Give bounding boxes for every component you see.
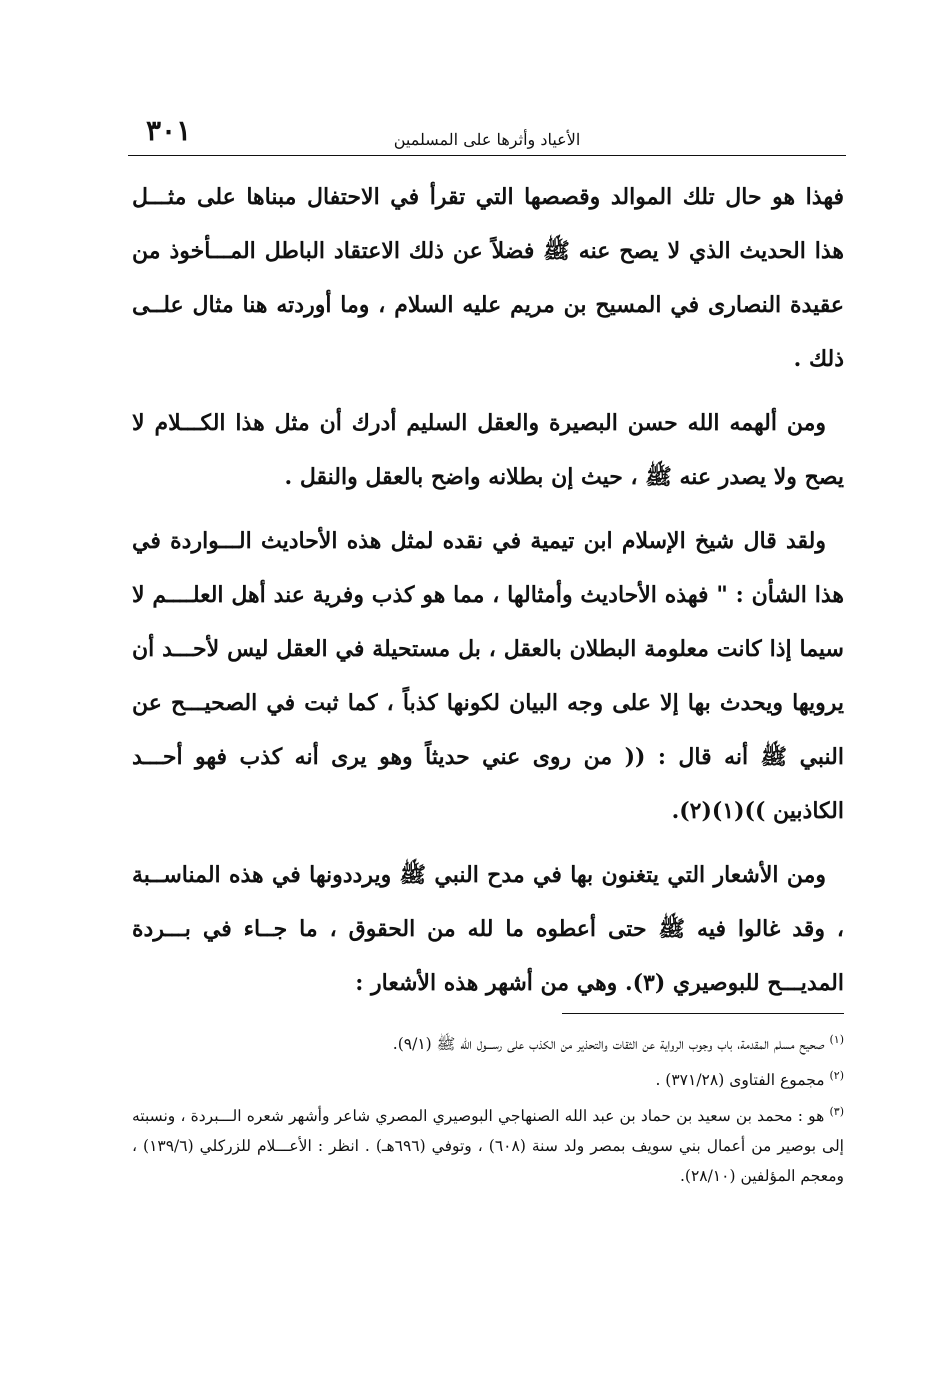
footnote-marker: (١) — [829, 1033, 844, 1046]
footnote-divider — [562, 1013, 844, 1014]
running-title: الأعياد وأثرها على المسلمين — [393, 130, 581, 149]
footnote-text: هو : محمد بن سعيد بن حماد بن عبد الله الصنهاجي البوصيري المصري شاعر وأشهر شعره الـــبردة ، ونسبته إلى بوصير من أعمال بني سويف بمصر ولد سنة (٦٠٨) ، وتوفي (٦٩٦هـ) . انظر : الأعـــلام للزركلي (١٣٩/٦) ، ومعجم المؤلفين (٢٨/١٠). — [132, 1107, 844, 1186]
footnote-marker: (٢) — [829, 1069, 844, 1083]
footnote-marker: (٣) — [829, 1105, 844, 1119]
footnote — [132, 1061, 844, 1095]
paragraph: فهذا هو حال تلك الموالد وقصصها التي تقرأ في الاحتفال مبناها على مثـــل هذا الحديث الذي لا يصح عنه ﷺ فضلاً عن ذلك الاعتقاد الباطل المـــأخوذ من عقيدة النصارى في المسيح بن مريم عليه السلام ، وما أوردته هنا مثال علــى ذلك . — [132, 184, 844, 372]
header-divider — [128, 155, 846, 156]
footnote — [132, 1025, 844, 1059]
main-text — [132, 170, 844, 1020]
paragraph: ولقد قال شيخ الإسلام ابن تيمية في نقده لمثل هذه الأحاديث الـــواردة في هذا الشأن : " فهذه الأحاديث وأمثالها ، مما هو كذب وفرية عند أهل العلــــم لا سيما إذا كانت معلومة البطلان بالعقل ، بل مستحيلة في العقل ليس لأحـــد أن يرويها ويحدث بها إلا على وجه البيان لكونها كذباً ، كما ثبت في الصحيـــح عن النبي ﷺ أنه قال : (( من روى عني حديثاً وهو يرى أنه كذب فهو أحـــد الكاذبين ))(١)(٢). — [132, 528, 844, 824]
footnote — [132, 1097, 844, 1191]
paragraph: ومن الأشعار التي يتغنون بها في مدح النبي ﷺ ويرددونها في هذه المناســبة ، وقد غالوا فيه ﷺ حتى أعطوه ما لله من الحقوق ، ما جــاء في بـــردة المديـــح للبوصيري (٣). وهي من أشهر هذه الأشعار : — [132, 862, 844, 996]
footnote-text: مجموع الفتاوى (٣٧١/٢٨) . — [655, 1071, 825, 1090]
footnote-text: صحيح مسلم المقدمة، باب وجوب الرواية عن الثقات والتحذير من الكذب على رســـول الله ﷺ (٩/١). — [392, 1035, 825, 1054]
footnotes — [132, 1025, 844, 1193]
page-number: ٣٠١ — [146, 114, 192, 147]
page-header — [128, 112, 846, 156]
paragraph: ومن ألهمه الله حسن البصيرة والعقل السليم أدرك أن مثل هذا الكـــلام لا يصح ولا يصدر عنه ﷺ ، حيث إن بطلانه واضح بالعقل والنقل . — [132, 410, 844, 490]
